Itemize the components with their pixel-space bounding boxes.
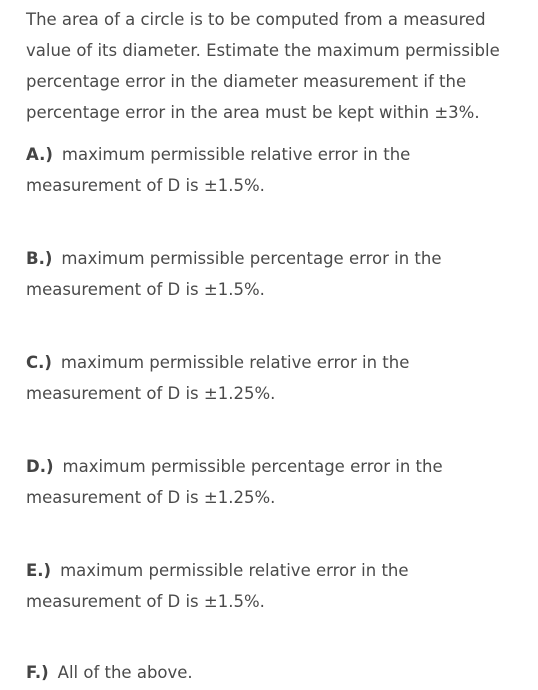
question-line: percentage error in the diameter measurement if the (26, 72, 467, 91)
option-text: maximum permissible relative error in the (60, 353, 410, 372)
option-text: All of the above. (57, 663, 193, 682)
option-letter: C.) (26, 353, 52, 372)
question-text (26, 4, 526, 128)
option-text: measurement of D is ±1.25%. (26, 488, 276, 507)
option-text: maximum permissible percentage error in the (62, 457, 443, 476)
option-letter: B.) (26, 249, 53, 268)
option-letter: A.) (26, 145, 53, 164)
option-e[interactable] (26, 555, 526, 617)
option-d[interactable] (26, 451, 526, 513)
option-letter: D.) (26, 457, 54, 476)
option-text: maximum permissible percentage error in the (61, 249, 442, 268)
option-text: measurement of D is ±1.5%. (26, 592, 265, 611)
question-line: The area of a circle is to be computed from a measured (26, 10, 486, 29)
option-letter: F.) (26, 663, 49, 682)
option-f[interactable] (26, 657, 526, 688)
question-line: value of its diameter. Estimate the maximum permissible (26, 41, 500, 60)
option-text: maximum permissible relative error in the (60, 561, 409, 580)
option-c[interactable] (26, 347, 526, 409)
option-text: maximum permissible relative error in the (61, 145, 411, 164)
option-text: measurement of D is ±1.5%. (26, 280, 265, 299)
option-a[interactable] (26, 139, 526, 201)
option-text: measurement of D is ±1.25%. (26, 384, 276, 403)
option-letter: E.) (26, 561, 52, 580)
question-line: percentage error in the area must be kept within ±3%. (26, 103, 480, 122)
option-text: measurement of D is ±1.5%. (26, 176, 265, 195)
option-b[interactable] (26, 243, 526, 305)
